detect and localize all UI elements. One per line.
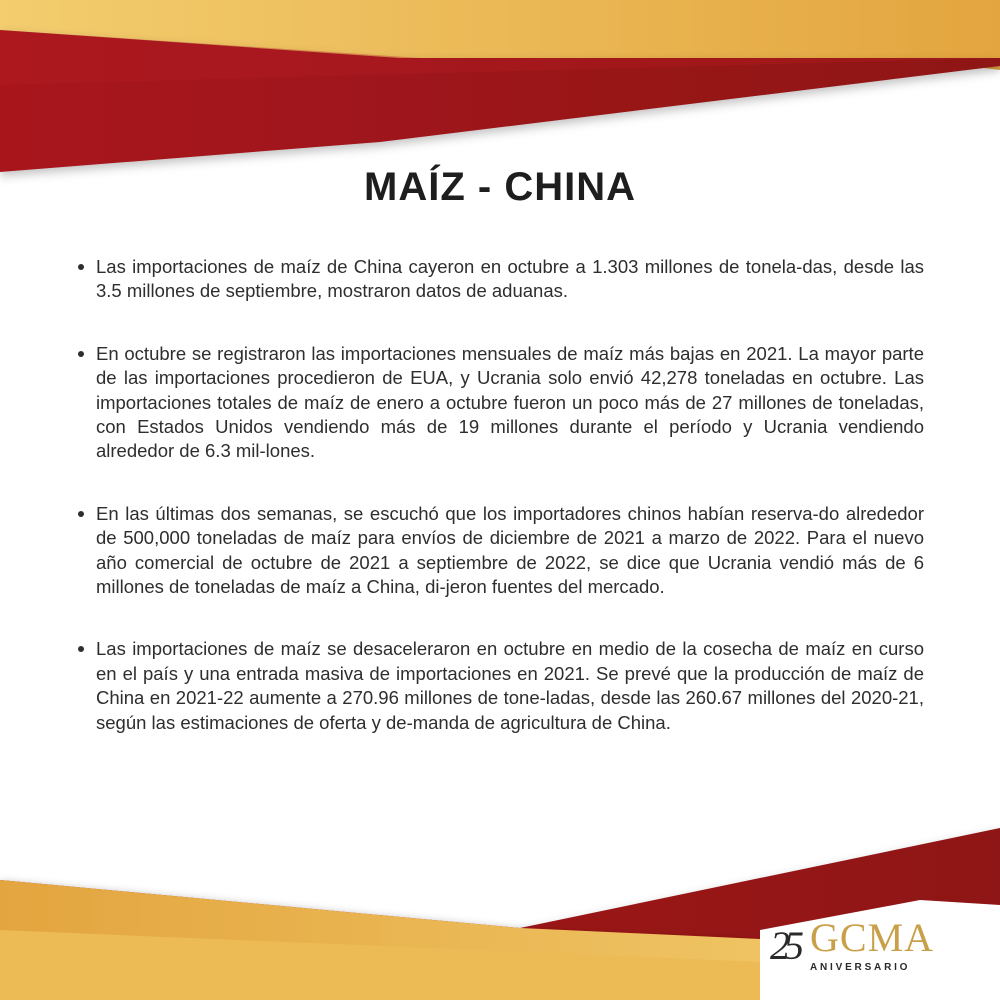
bullet-item: En octubre se registraron las importaciones mensuales de maíz más bajas en 2021. La mayor parte de las importaciones procedieron de EUA, y Ucrania solo envió 42,278 toneladas en octubre. Las importaciones totales de maíz de enero a octubre fueron un poco más de 27 millones de toneladas, con Estados Unidos vendiendo más de 19 millones durante el período y Ucrania vendiendo alrededor de 6.3 mil-lones. [72,342,924,464]
bullet-item: Las importaciones de maíz de China cayeron en octubre a 1.303 millones de tonela-das, desde las 3.5 millones de septiembre, mostraron datos de aduanas. [72,255,924,304]
bullet-item: En las últimas dos semanas, se escuchó que los importadores chinos habían reserva-do alrededor de 500,000 toneladas de maíz para envíos de diciembre de 2021 a marzo de 2022. Para el nuevo año comercial de octubre de 2021 a septiembre de 2022, se dice que Ucrania vendió más de 6 millones de toneladas de maíz a China, di-jeron fuentes del mercado. [72,502,924,600]
logo-anniversary-number: 25 [770,923,798,968]
bullet-item: Las importaciones de maíz se desaceleraron en octubre en medio de la cosecha de maíz en curso en el país y una entrada masiva de importaciones en 2021. Se prevé que la producción de maíz de China en 2021-22 aumente a 270.96 millones de tone-ladas, desde las 260.67 millones del 2020-21, según las estimaciones de oferta y de-manda de agricultura de China. [72,637,924,735]
page-title [0,165,1000,210]
bullet-list [72,255,924,735]
gcma-logo [770,912,950,982]
logo-name: GCMA [810,915,935,960]
title-prefix: MAÍZ - [364,165,505,209]
logo-subtitle: ANIVERSARIO [810,962,911,973]
title-country: CHINA [504,165,636,209]
